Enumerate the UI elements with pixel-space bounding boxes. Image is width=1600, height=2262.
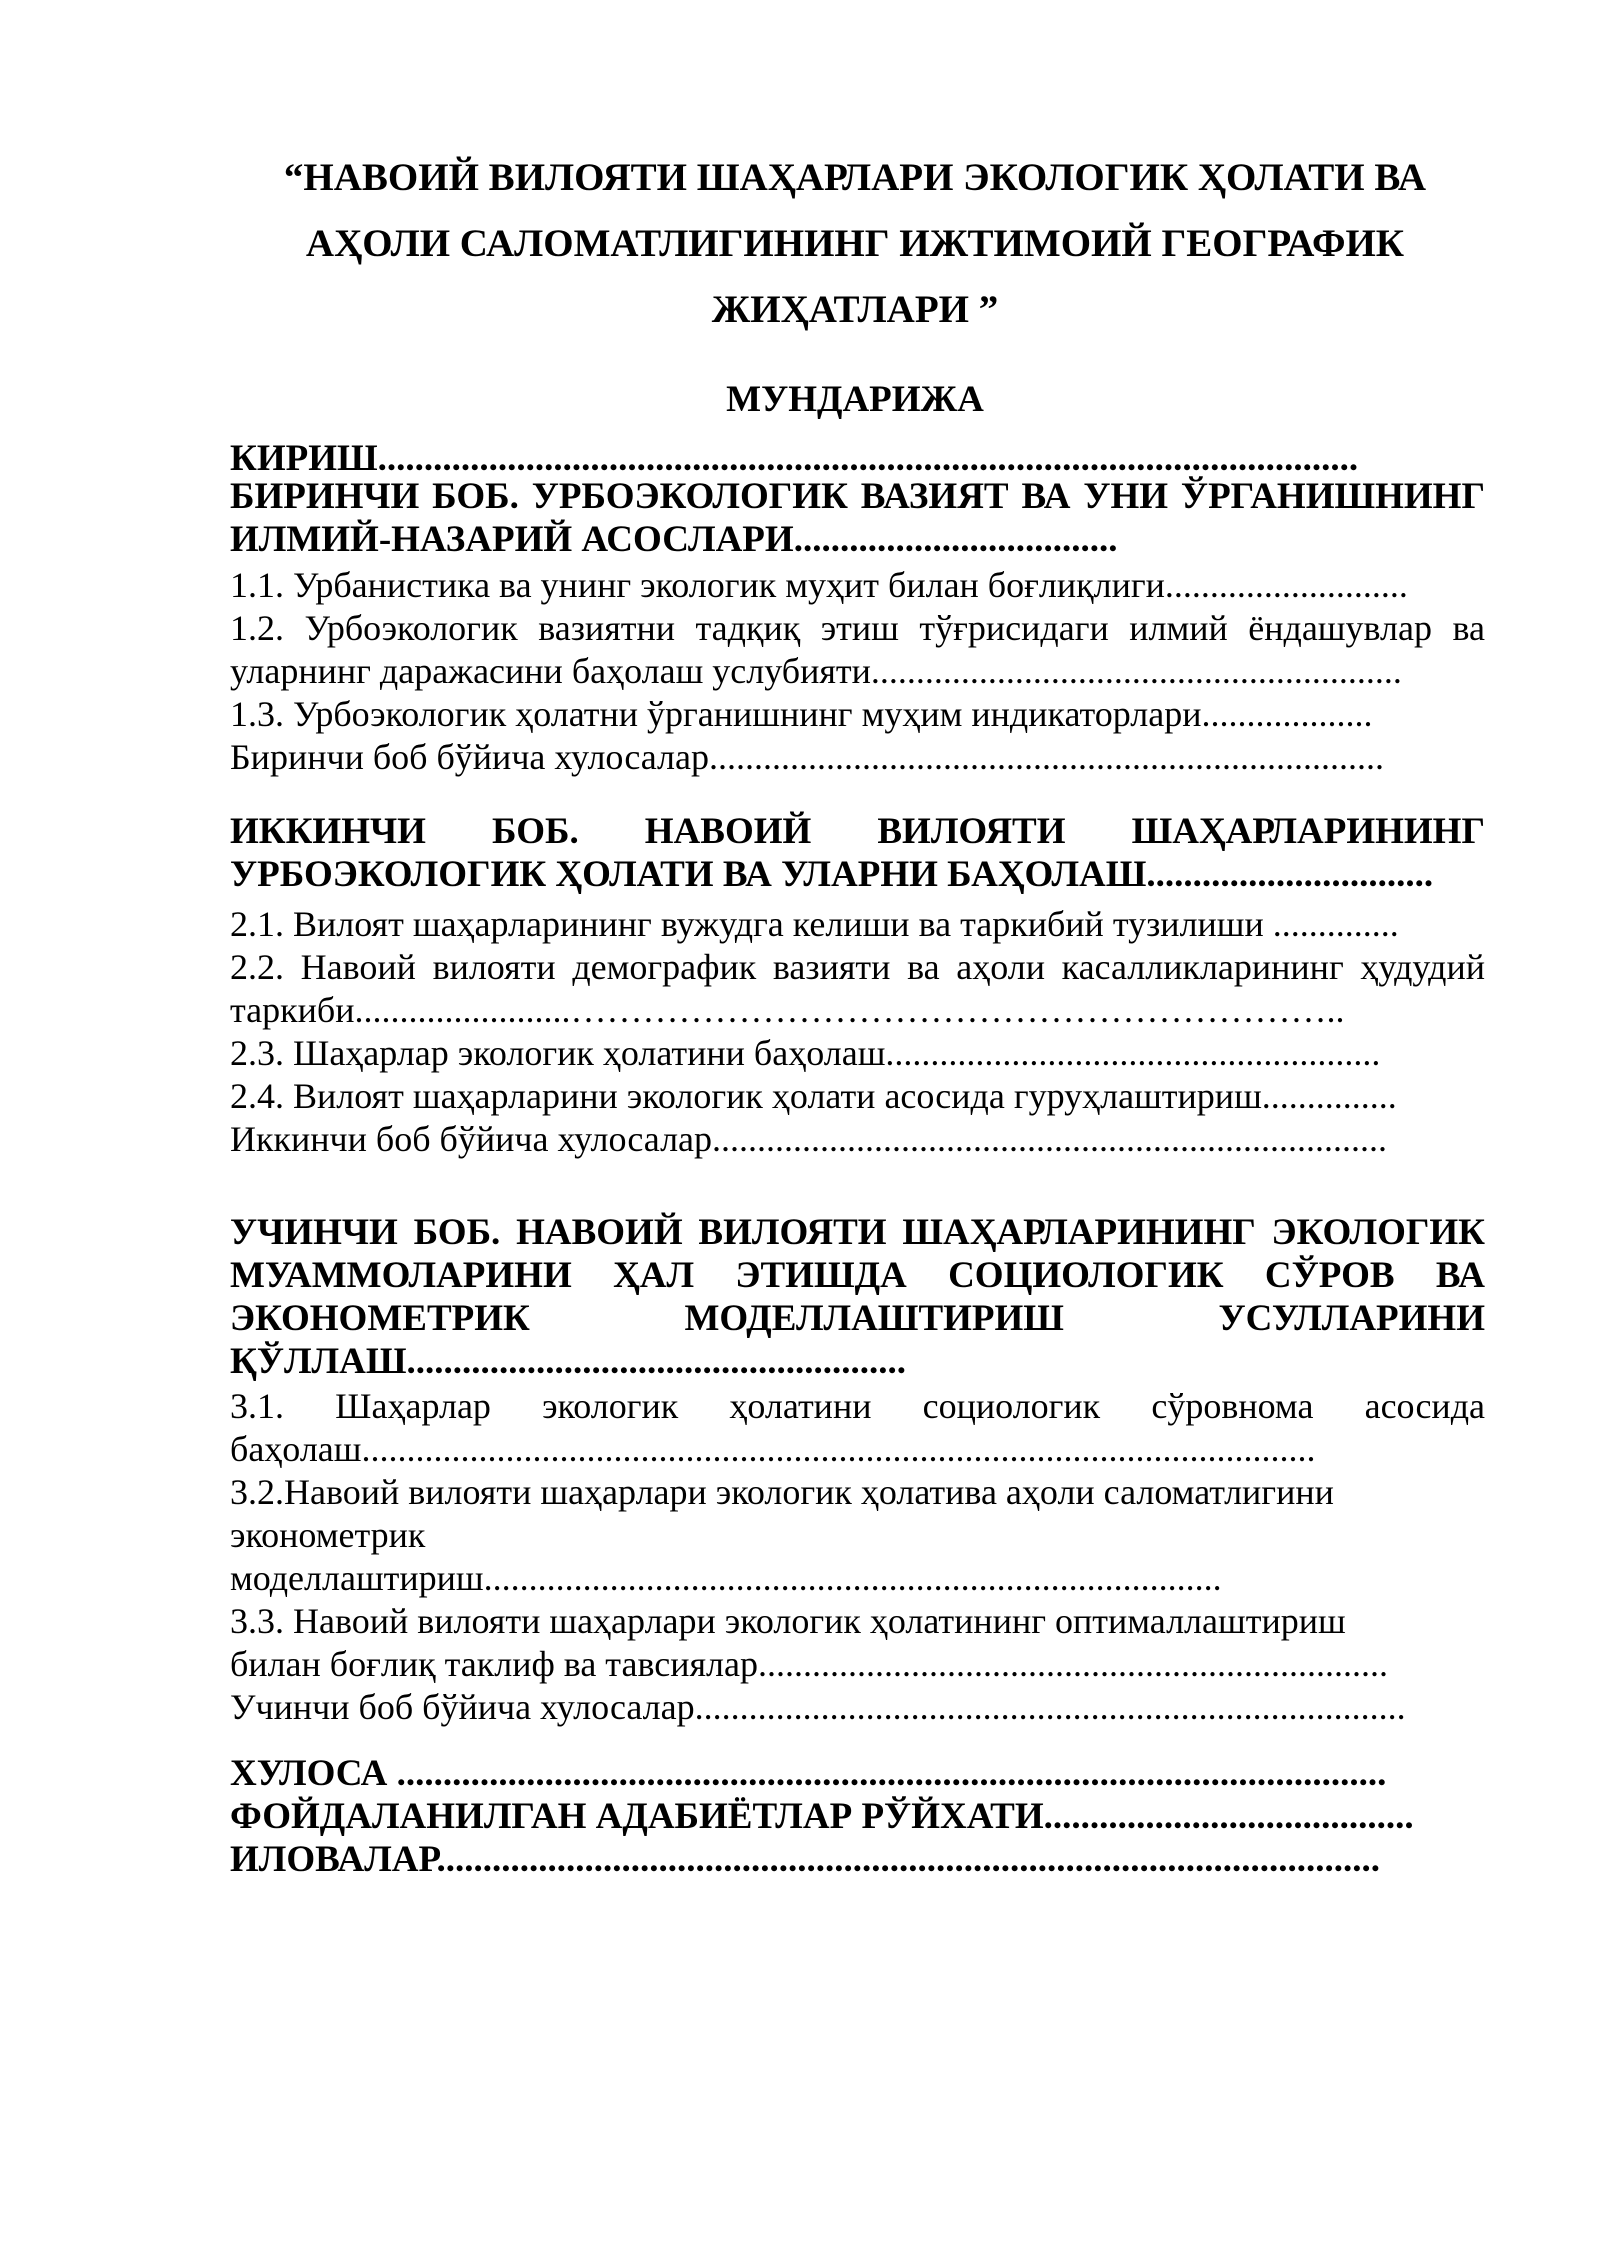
title-line: ЖИҲАТЛАРИ ” bbox=[711, 288, 999, 331]
toc-chapter-1-title: БИРИНЧИ БОБ. УРБОЭКОЛОГИК ВАЗИЯТ ВА УНИ ЎРГАНИШНИНГ bbox=[230, 476, 1485, 517]
toc-entry-3-conclusions: Учинчи боб бўйича хулосалар............................................................................... bbox=[230, 1687, 1406, 1727]
toc-entry-2-3: 2.3. Шаҳарлар экологик ҳолатини баҳолаш....................................................... bbox=[230, 1033, 1381, 1073]
toc-entry-conclusion: ХУЛОСА ........................................................................................................... bbox=[230, 1753, 1387, 1794]
toc-entry-2-conclusions: Иккинчи боб бўйича хулосалар........................................................................... bbox=[230, 1119, 1388, 1159]
toc-entry-introduction: КИРИШ.......................................................................................................... bbox=[230, 438, 1359, 479]
toc-entry-3-1: 3.1. Шаҳарлар экологик ҳолатини социологик сўровнома асосида bbox=[230, 1386, 1485, 1426]
toc-entry-1-conclusions: Биринчи боб бўйича хулосалар........................................................................... bbox=[230, 737, 1384, 777]
toc-chapter-2-title-cont: УРБОЭКОЛОГИК ҲОЛАТИ ВА УЛАРНИ БАҲОЛАШ............................... bbox=[230, 854, 1434, 895]
toc-chapter-3-title: УЧИНЧИ БОБ. НАВОИЙ ВИЛОЯТИ ШАҲАРЛАРИНИНГ ЭКОЛОГИК bbox=[230, 1212, 1485, 1253]
toc-chapter-3-title-cont: ЭКОНОМЕТРИК МОДЕЛЛАШТИРИШ УСУЛЛАРИНИ bbox=[230, 1298, 1485, 1339]
toc-entry-3-2-cont: моделлаштириш.................................................................................. bbox=[230, 1558, 1222, 1598]
toc-entry-2-2: 2.2. Навоий вилояти демографик вазияти ва аҳоли касалликларининг ҳудудий bbox=[230, 947, 1485, 987]
document-title bbox=[230, 145, 1480, 343]
toc-entry-2-4: 2.4. Вилоят шаҳарларини экологик ҳолати асосида гуруҳлаштириш............... bbox=[230, 1076, 1397, 1116]
toc-entry-1-2: 1.2. Урбоэкологик вазиятни тадқиқ этиш тўғрисидаги илмий ёндашувлар ва bbox=[230, 608, 1485, 648]
toc-chapter-3-title-cont: ҚЎЛЛАШ...................................................... bbox=[230, 1341, 906, 1382]
toc-entry-1-3: 1.3. Урбоэкологик ҳолатни ўрганишнинг муҳим индикаторлари................... bbox=[230, 694, 1373, 734]
toc-chapter-1-title-cont: ИЛМИЙ-НАЗАРИЙ АСОСЛАРИ................................... bbox=[230, 519, 1118, 560]
toc-entry-2-2-cont: таркиби........................……………………………………………………….. bbox=[230, 990, 1345, 1030]
title-line: АҲОЛИ САЛОМАТЛИГИНИНГ ИЖТИМОИЙ ГЕОГРАФИК bbox=[305, 222, 1405, 265]
toc-entry-1-2-cont: уларнинг даражасини баҳолаш услубияти........................................................... bbox=[230, 651, 1402, 691]
toc-entry-2-1: 2.1. Вилоят шаҳарларининг вужудга келиши ва таркибий тузилиши .............. bbox=[230, 904, 1399, 944]
toc-entry-appendices: ИЛОВАЛАР...................................................................................................... bbox=[230, 1839, 1380, 1880]
toc-heading: МУНДАРИЖА bbox=[726, 379, 984, 420]
toc-entry-3-2: 3.2.Навоий вилояти шаҳарлари экологик ҳолатива аҳоли саломатлигини bbox=[230, 1472, 1334, 1512]
toc-entry-3-3: 3.3. Навоий вилояти шаҳарлари экологик ҳолатининг оптималлаштириш bbox=[230, 1601, 1346, 1641]
toc-entry-3-3-cont: билан боғлиқ таклиф ва тавсиялар...................................................................... bbox=[230, 1644, 1388, 1684]
toc-chapter-3-title-cont: МУАММОЛАРИНИ ҲАЛ ЭТИШДА СОЦИОЛОГИК СЎРОВ ВА bbox=[230, 1255, 1485, 1296]
toc-entry-1-1: 1.1. Урбанистика ва унинг экологик муҳит билан боғлиқлиги........................... bbox=[230, 565, 1408, 605]
toc-entry-references: ФОЙДАЛАНИЛГАН АДАБИЁТЛАР РЎЙХАТИ........................................ bbox=[230, 1796, 1414, 1837]
toc-entry-3-1-cont: баҳолаш.......................................................................................................... bbox=[230, 1429, 1316, 1469]
toc-chapter-2-title: ИККИНЧИ БОБ. НАВОИЙ ВИЛОЯТИ ШАҲАРЛАРИНИНГ bbox=[230, 811, 1485, 852]
toc-entry-3-2-cont: эконометрик bbox=[230, 1515, 426, 1555]
title-line: “НАВОИЙ ВИЛОЯТИ ШАҲАРЛАРИ ЭКОЛОГИК ҲОЛАТИ ВА bbox=[283, 156, 1427, 199]
